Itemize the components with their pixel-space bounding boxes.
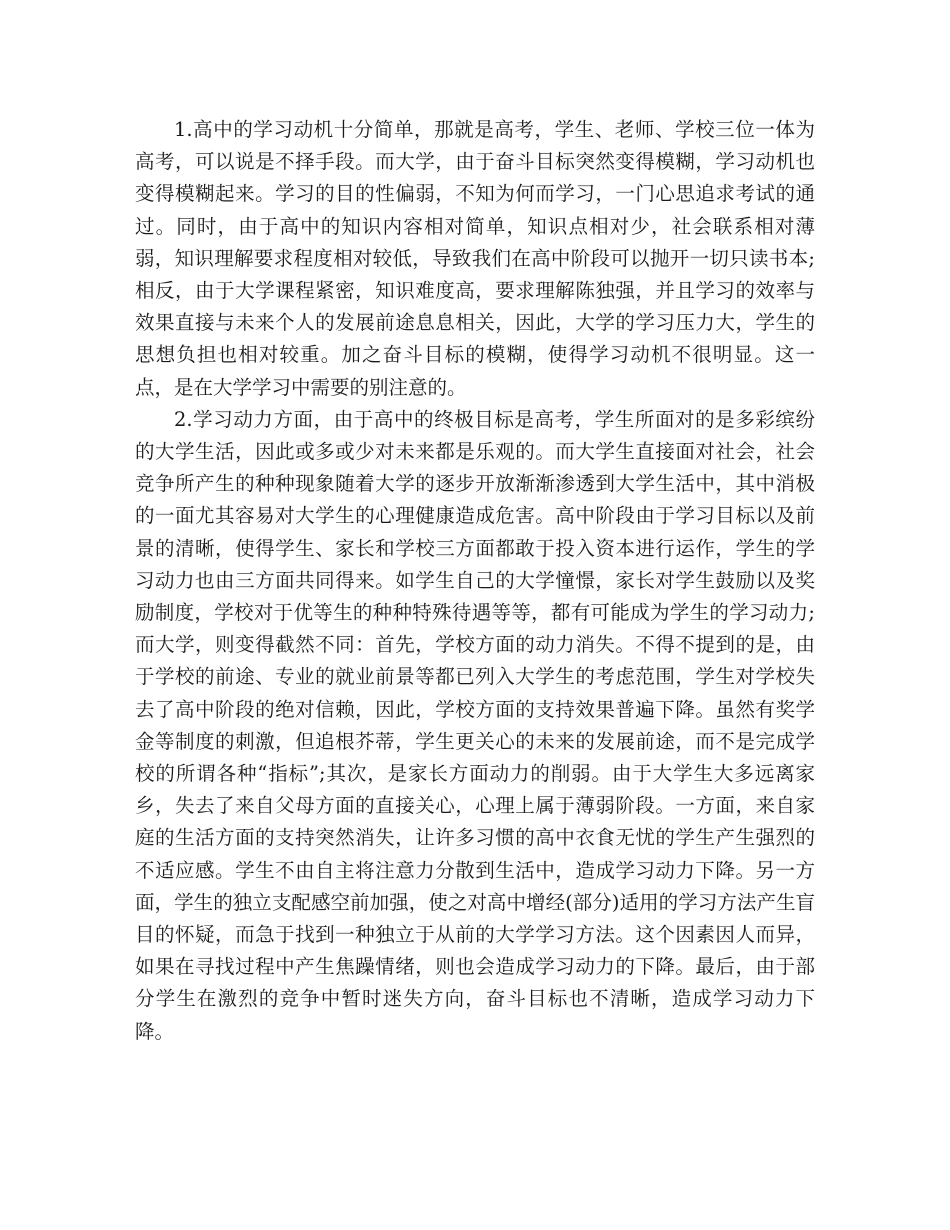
document-body bbox=[135, 114, 815, 1048]
paragraph-learning-motivation: 1.高中的学习动机十分简单，那就是高考，学生、老师、学校三位一体为高考，可以说是不择手段。而大学，由于奋斗目标突然变得模糊，学习动机也变得模糊起来。学习的目的性偏弱，不知为何而学习，一门心思追求考试的通过。同时，由于高中的知识内容相对简单，知识点相对少，社会联系相对薄弱，知识理解要求程度相对较低，导致我们在高中阶段可以抛开一切只读书本;相反，由于大学课程紧密，知识难度高，要求理解陈独强，并且学习的效率与效果直接与未来个人的发展前途息息相关，因此，大学的学习压力大，学生的思想负担也相对较重。加之奋斗目标的模糊，使得学习动机不很明显。这一点，是在大学学习中需要的别注意的。 bbox=[135, 118, 815, 399]
paragraph-learning-drive: 2.学习动力方面，由于高中的终极目标是高考，学生所面对的是多彩缤纷的大学生活，因此或多或少对未来都是乐观的。而大学生直接面对社会，社会竞争所产生的种种现象随着大学的逐步开放渐渐渗透到大学生活中，其中消极的一面尤其容易对大学生的心理健康造成危害。高中阶段由于学习目标以及前景的清晰，使得学生、家长和学校三方面都敢于投入资本进行运作，学生的学习动力也由三方面共同得来。如学生自己的大学憧憬，家长对学生鼓励以及奖励制度，学校对于优等生的种种特殊待遇等等，都有可能成为学生的学习动力;而大学，则变得截然不同：首先，学校方面的动力消失。不得不提到的是，由于学校的前途、专业的就业前景等都已列入大学生的考虑范围，学生对学校失去了高中阶段的绝对信赖，因此，学校方面的支持效果普遍下降。虽然有奖学金等制度的刺激，但追根芥蒂，学生更关心的未来的发展前途，而不是完成学校的所谓各种“指标”;其次，是家长方面动力的削弱。由于大学生大多远离家乡，失去了来自父母方面的直接关心，心理上属于薄弱阶段。一方面，来自家庭的生活方面的支持突然消失，让许多习惯的高中衣食无忧的学生产生强烈的不适应感。学生不由自主将注意力分散到生活中，造成学习动力下降。另一方面，学生的独立支配感空前加强，使之对高中增经(部分)适用的学习方法产生盲目的怀疑，而急于找到一种独立于从前的大学学习方法。这个因素因人而异，如果在寻找过程中产生焦躁情绪，则也会造成学习动力的下降。最后，由于部分学生在激烈的竞争中暂时迷失方向，奋斗目标也不清晰，造成学习动力下降。 bbox=[135, 407, 815, 1043]
